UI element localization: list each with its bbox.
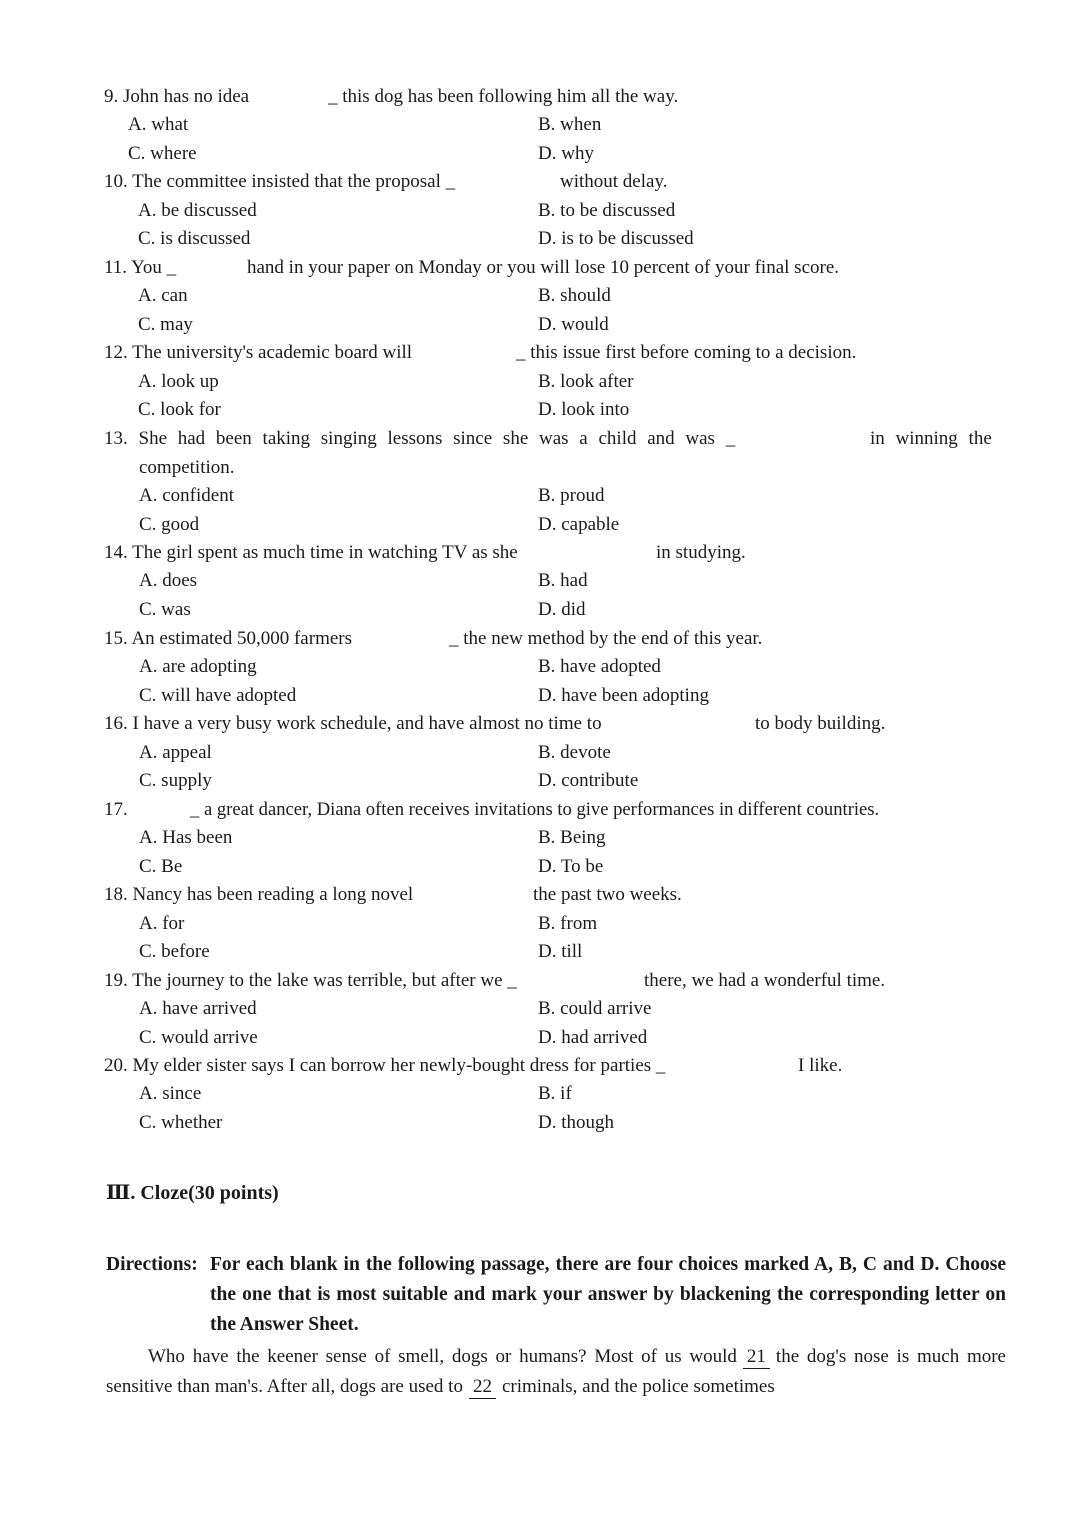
question-18-stem-continued: the past two weeks.	[533, 884, 682, 905]
question-text: The committee insisted that the proposal _	[132, 171, 456, 192]
option-a: A. can	[138, 285, 188, 306]
question-number: 19.	[104, 970, 128, 991]
option-a: A. look up	[138, 371, 219, 392]
question-18-stem	[104, 882, 413, 908]
question-10-stem	[104, 169, 455, 195]
question-text: The university's academic board will	[132, 342, 413, 363]
option-b: B. have adopted	[538, 656, 661, 677]
passage-text-2: the dog's nose is much more sensitive than man's. After all, dogs are used to	[106, 1346, 1006, 1397]
option-d: D. capable	[538, 514, 620, 535]
question-9-stem-continued: _ this dog has been following him all the way.	[328, 86, 679, 107]
question-12-stem	[104, 340, 412, 366]
option-b: B. could arrive	[538, 998, 652, 1019]
option-b: B. had	[538, 570, 588, 591]
question-text: An estimated 50,000 farmers	[131, 628, 353, 649]
option-a: A. confident	[139, 485, 234, 506]
question-11-stem	[104, 255, 176, 281]
option-a: A. Has been	[139, 827, 233, 848]
option-c: C. where	[128, 143, 197, 164]
question-number: 9.	[104, 86, 119, 107]
option-a: A. for	[139, 913, 185, 934]
question-number: 20.	[104, 1055, 128, 1076]
question-20-stem	[104, 1053, 665, 1079]
option-c: C. was	[139, 599, 191, 620]
question-text: The girl spent as much time in watching TV as she	[132, 542, 518, 563]
question-text: You _	[131, 257, 177, 278]
question-number: 11.	[104, 257, 128, 278]
option-d: D. why	[538, 143, 594, 164]
option-a: A. are adopting	[139, 656, 257, 677]
option-a: A. does	[139, 570, 198, 591]
option-c: C. Be	[139, 856, 183, 877]
option-b: B. look after	[538, 371, 634, 392]
option-c: C. supply	[139, 770, 212, 791]
option-d: D. would	[538, 314, 609, 335]
question-number: 17.	[104, 799, 128, 820]
option-b: B. devote	[538, 742, 611, 763]
option-d: D. look into	[538, 399, 630, 420]
question-15-stem	[104, 626, 352, 652]
option-b: B. if	[538, 1083, 572, 1104]
question-12-stem-continued: _ this issue first before coming to a decision.	[516, 342, 857, 363]
option-b: B. when	[538, 114, 602, 135]
option-d: D. till	[538, 941, 583, 962]
option-c: C. will have adopted	[139, 685, 297, 706]
option-a: A. since	[139, 1083, 202, 1104]
option-c: C. may	[138, 314, 193, 335]
option-a: A. have arrived	[139, 998, 257, 1019]
option-c: C. whether	[139, 1112, 223, 1133]
question-13-stem	[104, 426, 804, 452]
passage-text-3: criminals, and the police sometimes	[501, 1376, 775, 1397]
option-b: B. should	[538, 285, 611, 306]
question-13-stem-continued: in winning the	[870, 428, 992, 449]
option-a: A. appeal	[139, 742, 212, 763]
question-number: 12.	[104, 342, 128, 363]
question-19-stem	[104, 968, 517, 994]
option-d: D. have been adopting	[538, 685, 709, 706]
cloze-blank-22: 22	[469, 1376, 496, 1399]
option-d: D. though	[538, 1112, 614, 1133]
question-11-stem-continued: hand in your paper on Monday or you will lose 10 percent of your final score.	[247, 257, 840, 278]
option-d: D. is to be discussed	[538, 228, 694, 249]
question-text: My elder sister says I can borrow her newly-bought dress for parties _	[132, 1055, 666, 1076]
option-c: C. is discussed	[138, 228, 251, 249]
option-c: C. look for	[138, 399, 221, 420]
question-16-stem	[104, 711, 602, 737]
question-14-stem	[104, 540, 518, 566]
question-text: Nancy has been reading a long novel	[132, 884, 414, 905]
option-c: C. before	[139, 941, 210, 962]
question-16-stem-continued: to body building.	[755, 713, 886, 734]
question-17-stem-continued: _ a great dancer, Diana often receives invitations to give performances in different countries.	[190, 799, 880, 820]
option-c: C. would arrive	[139, 1027, 258, 1048]
question-10-stem-continued: without delay.	[560, 171, 668, 192]
directions-text: For each blank in the following passage, there are four choices marked A, B, C and D. Choose the one that is most suitable and mark your answer by blackening the corresponding letter on the Answer Sheet.	[210, 1254, 1006, 1335]
option-b: B. proud	[538, 485, 605, 506]
option-a: A. what	[128, 114, 189, 135]
option-b: B. to be discussed	[538, 200, 676, 221]
option-c: C. good	[139, 514, 200, 535]
question-number: 10.	[104, 171, 128, 192]
question-13-stem-wrap: competition.	[139, 457, 235, 478]
option-d: D. had arrived	[538, 1027, 648, 1048]
question-9-stem	[104, 84, 249, 110]
cloze-passage	[106, 1342, 1006, 1402]
question-number: 18.	[104, 884, 128, 905]
cloze-blank-21: 21	[743, 1346, 770, 1369]
question-text: She had been taking singing lessons since she was a child and was _	[138, 428, 736, 449]
question-19-stem-continued: there, we had a wonderful time.	[644, 970, 886, 991]
passage-text-1: Who have the keener sense of smell, dogs or humans? Most of us would	[148, 1346, 737, 1367]
option-a: A. be discussed	[138, 200, 257, 221]
directions-label: Directions:	[106, 1254, 198, 1275]
option-d: D. did	[538, 599, 586, 620]
question-15-stem-continued: _ the new method by the end of this year.	[449, 628, 763, 649]
option-b: B. Being	[538, 827, 606, 848]
question-number: 14.	[104, 542, 128, 563]
question-text: John has no idea	[123, 86, 250, 107]
question-number: 13.	[104, 428, 128, 449]
question-number: 15.	[104, 628, 128, 649]
question-17-stem	[104, 797, 128, 823]
question-text: The journey to the lake was terrible, but after we _	[132, 970, 517, 991]
question-14-stem-continued: in studying.	[656, 542, 746, 563]
question-text: I have a very busy work schedule, and have almost no time to	[132, 713, 602, 734]
option-d: D. contribute	[538, 770, 639, 791]
question-20-stem-continued: I like.	[798, 1055, 843, 1076]
question-number: 16.	[104, 713, 128, 734]
option-d: D. To be	[538, 856, 604, 877]
option-b: B. from	[538, 913, 598, 934]
section-heading: Ⅲ. Cloze(30 points)	[106, 1182, 279, 1204]
